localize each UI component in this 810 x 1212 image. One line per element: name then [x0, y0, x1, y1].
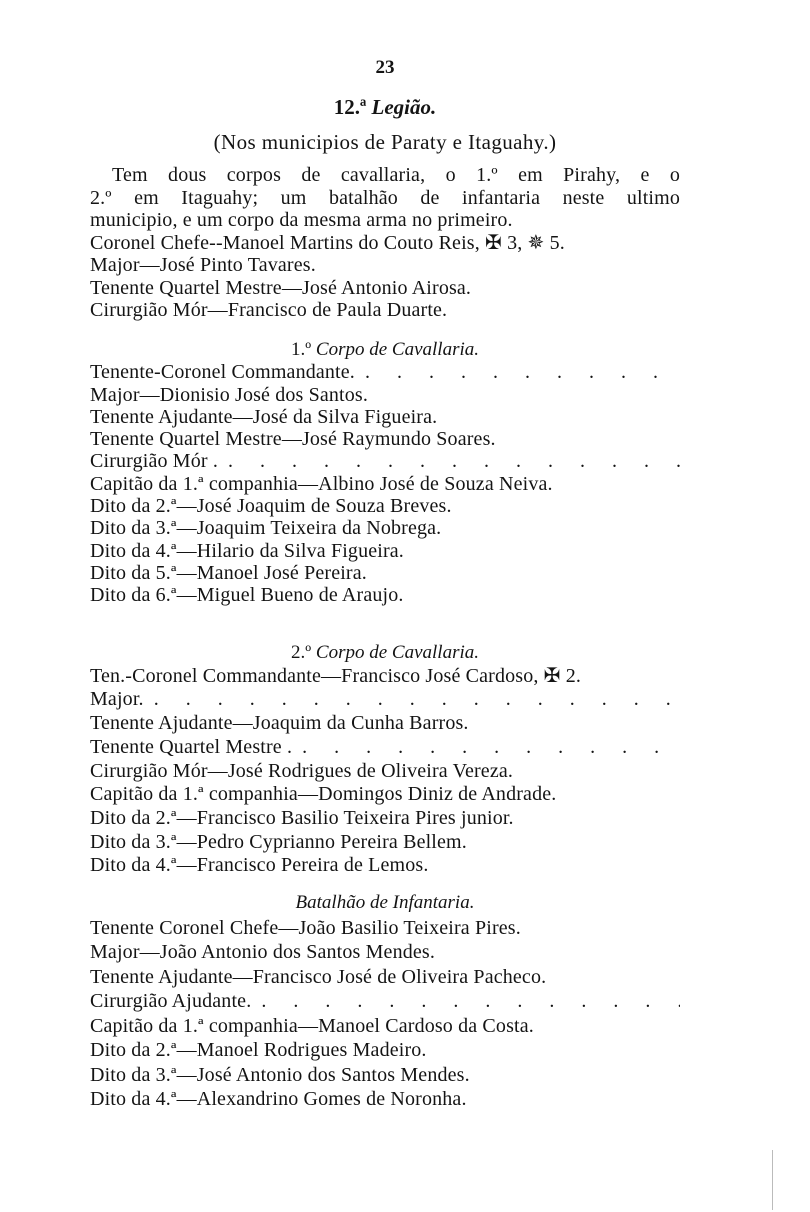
- roster-entry-text: Dito da 3.ª—Joaquim Teixeira da Nobrega.: [90, 517, 442, 540]
- roster-entry-text: Capitão da 1.ª companhia—Manoel Cardoso da Costa.: [90, 1014, 534, 1037]
- legion-subtitle: (Nos municipios de Paraty e Itaguahy.): [213, 130, 557, 154]
- roster-entry-text: Major.: [90, 688, 144, 711]
- roster-entry-text: Tenente Ajudante—Joaquim da Cunha Barros.: [90, 712, 469, 735]
- officer-line: Tenente Quartel Mestre—José Antonio Airosa.: [90, 276, 472, 299]
- roster-entry: [90, 1087, 680, 1112]
- section-heading-number: 1.º: [291, 339, 312, 360]
- section-heading-text: Corpo de Cavallaria.: [315, 339, 479, 360]
- section-heading: [90, 641, 680, 665]
- roster-entry-text: Dito da 4.ª—Hilario da Silva Figueira.: [90, 539, 404, 562]
- roster-entry: [90, 807, 680, 831]
- section-heading: [90, 339, 680, 361]
- roster-entry-text: Dito da 5.ª—Manoel José Pereira.: [90, 561, 367, 584]
- roster-entry: [90, 712, 680, 736]
- roster-entry: [90, 584, 680, 606]
- roster-entry: [90, 406, 680, 428]
- roster-entry: [90, 1063, 680, 1088]
- roster-entry: [90, 965, 680, 990]
- roster-entry-text: Ten.-Coronel Commandante—Francisco José Cardoso, ✠ 2.: [90, 664, 581, 687]
- section-1st-cavalry: [90, 339, 680, 607]
- roster-entry-text: Dito da 4.ª—Francisco Pereira de Lemos.: [90, 854, 429, 877]
- roster-entry: [90, 495, 680, 517]
- legion-word: Legião.: [371, 95, 437, 119]
- roster-entry: [90, 940, 680, 965]
- dot-leader: [218, 450, 680, 472]
- officer-line: Major—José Pinto Tavares.: [90, 254, 316, 276]
- roster-entry-text: Dito da 2.ª—Manoel Rodrigues Madeiro.: [90, 1039, 427, 1061]
- roster-entry-text: Tenente Ajudante—José da Silva Figueira.: [90, 405, 438, 428]
- roster-entry: [90, 688, 680, 712]
- section-heading-text: Batalhão de Infantaria.: [295, 892, 475, 913]
- section-heading: [90, 891, 680, 916]
- dot-leader: [251, 989, 680, 1014]
- section-2nd-cavalry: [90, 641, 680, 878]
- roster-entry: [90, 517, 680, 539]
- roster-entry: [90, 736, 680, 760]
- roster-entry: [90, 428, 680, 450]
- roster-entry: [90, 540, 680, 562]
- roster-entry: [90, 665, 680, 689]
- roster-entry-text: Major—João Antonio dos Santos Mendes.: [90, 941, 435, 963]
- dot-leader: [144, 688, 680, 712]
- roster-entry-text: Dito da 3.ª—José Antonio dos Santos Mendes.: [90, 1063, 470, 1086]
- section-infantry-battalion: [90, 891, 680, 1112]
- roster-entry: [90, 450, 680, 472]
- section-heading-text: Corpo de Cavallaria.: [315, 642, 479, 663]
- legion-title: [90, 94, 680, 120]
- roster-entry: [90, 916, 680, 941]
- legion-number: 12.ª: [333, 95, 367, 119]
- roster-entry-text: Capitão da 1.ª companhia—Albino José de Souza Neiva.: [90, 472, 553, 495]
- roster-entry-text: Cirurgião Ajudante.: [90, 990, 252, 1012]
- intro-paragraph-line: municipio, e um corpo da mesma arma no primeiro.: [90, 209, 513, 231]
- roster-entry: [90, 989, 680, 1014]
- scan-margin-mark: [772, 1150, 773, 1210]
- roster-entry: [90, 854, 680, 878]
- roster-entry-text: Tenente Coronel Chefe—João Basilio Teixeira Pires.: [90, 916, 521, 939]
- roster-entry: [90, 473, 680, 495]
- dot-leader: [355, 361, 680, 383]
- roster-entry-text: Dito da 4.ª—Alexandrino Gomes de Noronha.: [90, 1088, 467, 1110]
- roster-entry-text: Capitão da 1.ª companhia—Domingos Diniz de Andrade.: [90, 783, 557, 806]
- roster-entry: [90, 783, 680, 807]
- roster-entry: [90, 760, 680, 784]
- roster-entry-text: Tenente Quartel Mestre—José Raymundo Soares.: [90, 428, 496, 451]
- roster-entry: [90, 1014, 680, 1039]
- officer-line: Cirurgião Mór—Francisco de Paula Duarte.: [90, 299, 448, 321]
- dot-leader: [292, 736, 680, 760]
- roster-entry-text: Dito da 2.ª—Francisco Basilio Teixeira Pires junior.: [90, 806, 514, 829]
- roster-entry-text: Dito da 3.ª—Pedro Cyprianno Pereira Bellem.: [90, 830, 467, 853]
- roster-entry: [90, 1038, 680, 1063]
- roster-entry-text: Cirurgião Mór .: [90, 450, 218, 473]
- roster-entry-text: Tenente-Coronel Commandante.: [90, 361, 355, 384]
- roster-entry: [90, 562, 680, 584]
- roster-entry: [90, 384, 680, 406]
- page-number: 23: [375, 57, 395, 78]
- roster-entry-text: Dito da 6.ª—Miguel Bueno de Araujo.: [90, 584, 404, 607]
- roster-entry: [90, 361, 680, 383]
- intro-paragraph-line: Tem dous corpos de cavallaria, o 1.º em Pirahy, e o: [112, 164, 680, 186]
- roster-entry-text: Cirurgião Mór—José Rodrigues de Oliveira Vereza.: [90, 759, 514, 782]
- intro-block: [90, 164, 680, 322]
- intro-paragraph-line: 2.º em Itaguahy; um batalhão de infantaria neste ultimo: [90, 186, 680, 209]
- roster-entry-text: Major—Dionisio José dos Santos.: [90, 383, 368, 406]
- roster-entry-text: Tenente Ajudante—Francisco José de Oliveira Pacheco.: [90, 965, 547, 988]
- officer-line: Coronel Chefe--Manoel Martins do Couto Reis, ✠ 3, ✵ 5.: [90, 231, 565, 254]
- roster-entry-text: Tenente Quartel Mestre .: [90, 735, 293, 758]
- roster-entry-text: Dito da 2.ª—José Joaquim de Souza Breves.: [90, 495, 452, 518]
- roster-entry: [90, 831, 680, 855]
- section-heading-number: 2.º: [291, 642, 312, 663]
